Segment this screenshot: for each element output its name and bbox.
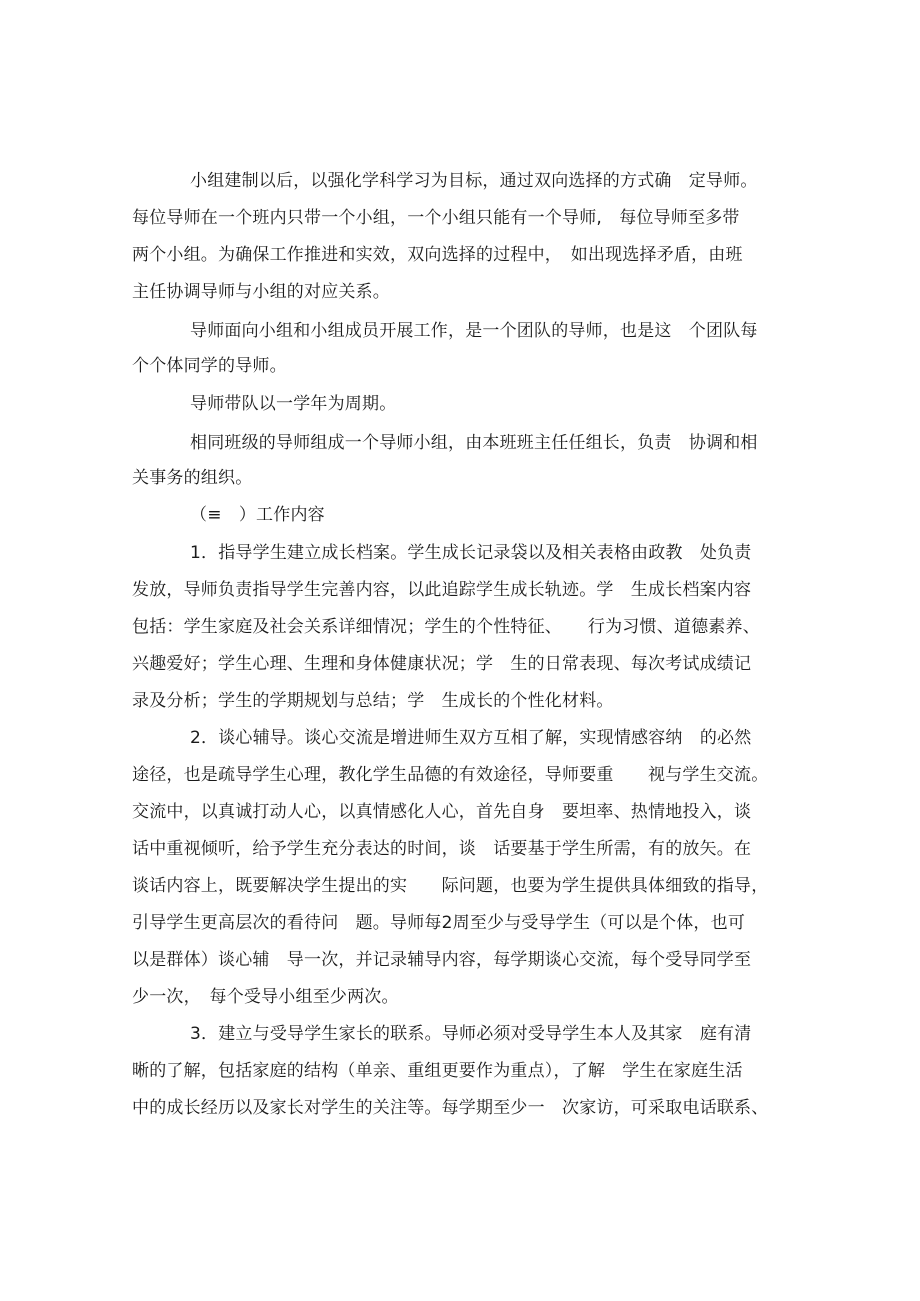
- text-line: 3．建立与受导学生家长的联系。导师必须对受导学生本人及其家 庭有清: [190, 1024, 752, 1044]
- text-line: 兴趣爱好；学生心理、生理和身体健康状况；学 生的日常表现、每次考试成绩记: [132, 654, 752, 674]
- text-line: 导师面向小组和小组成员开展工作，是一个团队的导师，也是这 个团队每: [190, 321, 758, 341]
- text-line: 主任协调导师与小组的对应关系。: [132, 282, 390, 302]
- text-line: 个个体同学的导师。: [132, 356, 287, 376]
- section-heading: （≡ ）工作内容: [190, 505, 325, 525]
- text-line: 中的成长经历以及家长对学生的关注等。每学期至少一 次家访，可采取电话联系、: [132, 1098, 769, 1118]
- text-line: 关事务的组织。: [132, 468, 253, 488]
- text-line: 2．谈心辅导。谈心交流是增进师生双方互相了解，实现情感容纳 的必然: [190, 728, 752, 748]
- text-line: 谈话内容上，既要解决学生提出的实 际问题，也要为学生提供具体细致的指导，: [132, 876, 769, 896]
- text-line: 两个小组。为确保工作推进和实效，双向选择的过程中， 如出现选择矛盾，由班: [132, 245, 743, 265]
- text-line: 交流中，以真诚打动人心，以真情感化人心，首先自身 要坦率、热情地投入，谈: [132, 802, 752, 822]
- text-line: 以是群体）谈心辅 导一次，并记录辅导内容，每学期谈心交流，每个受导同学至: [132, 950, 752, 970]
- text-line: 途径，也是疏导学生心理，教化学生品德的有效途径，导师要重 视与学生交流。: [132, 765, 769, 785]
- text-line: 导师带队以一学年为周期。: [190, 394, 397, 414]
- text-line: 相同班级的导师组成一个导师小组，由本班班主任任组长，负责 协调和相: [190, 433, 758, 453]
- text-line: 发放，导师负责指导学生完善内容，以此追踪学生成长轨迹。学 生成长档案内容: [132, 580, 752, 600]
- text-line: 每位导师在一个班内只带一个小组，一个小组只能有一个导师, 每位导师至多带: [132, 208, 740, 228]
- text-line: 小组建制以后，以强化学科学习为目标，通过双向选择的方式确 定导师。: [190, 171, 758, 191]
- text-line: 包括：学生家庭及社会关系详细情况；学生的个性特征、 行为习惯、道德素养、: [132, 617, 760, 637]
- text-line: 少一次， 每个受导小组至少两次。: [132, 987, 399, 1007]
- text-line: 话中重视倾听，给予学生充分表达的时间，谈 话要基于学生所需，有的放矢。在: [132, 839, 752, 859]
- text-line: 引导学生更高层次的看待问 题。导师每2周至少与受导学生（可以是个体，也可: [132, 913, 746, 933]
- text-line: 晰的了解，包括家庭的结构（单亲、重组更要作为重点），了解 学生在家庭生活: [132, 1061, 743, 1081]
- text-line: 1．指导学生建立成长档案。学生成长记录袋以及相关表格由政教 处负责: [190, 543, 752, 563]
- text-line: 录及分析；学生的学期规划与总结；学 生成长的个性化材料。: [132, 691, 614, 711]
